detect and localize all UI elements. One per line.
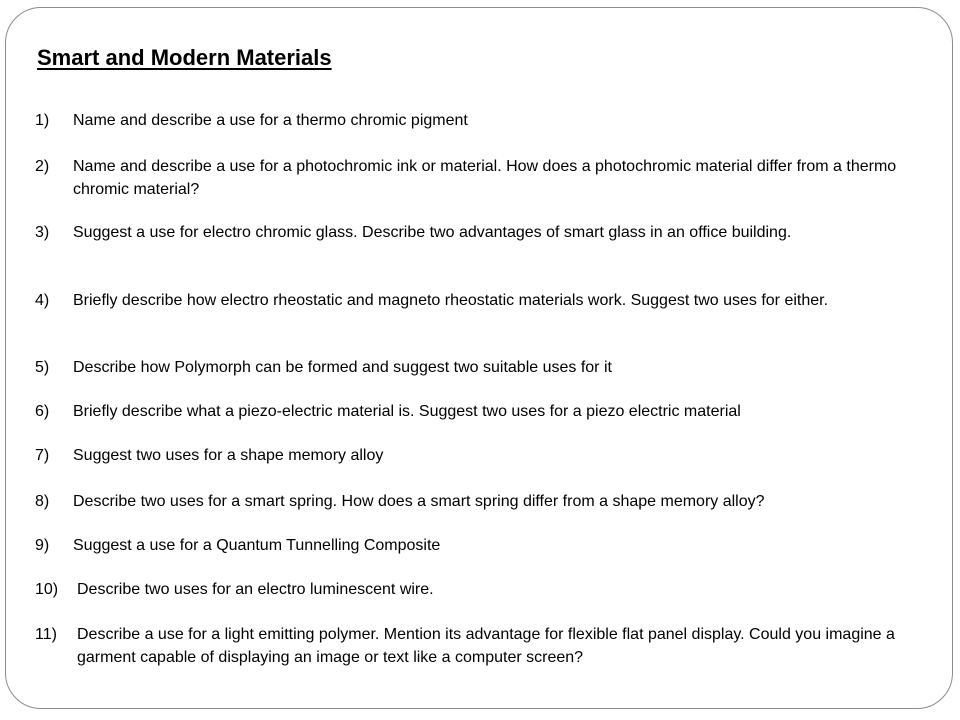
question-number: 1) [35,112,50,129]
question-9 [35,535,933,558]
question-text: Suggest a use for a Quantum Tunnelling Composite [73,537,441,554]
question-3 [35,222,933,245]
question-text: Briefly describe what a piezo-electric material is. Suggest two uses for a piezo electric material [73,403,741,420]
question-text: Briefly describe how electro rheostatic and magneto rheostatic materials work. Suggest two uses for either. [73,292,829,309]
question-text: Describe two uses for an electro luminescent wire. [77,581,434,598]
question-5 [35,357,933,380]
question-number: 7) [35,447,50,464]
question-number: 9) [35,537,50,554]
question-text: Suggest two uses for a shape memory alloy [73,447,384,464]
question-text: Suggest a use for electro chromic glass. Describe two advantages of smart glass in an office building. [73,224,792,241]
question-10 [35,579,933,602]
question-1 [35,110,933,133]
question-text: Name and describe a use for a thermo chromic pigment [73,112,468,129]
question-number: 11) [35,626,57,643]
question-number: 10) [35,581,59,598]
slide-frame [5,7,953,709]
question-11 [35,624,933,669]
question-text: Describe two uses for a smart spring. How does a smart spring differ from a shape memory alloy? [73,493,765,510]
page-title: Smart and Modern Materials [37,45,332,70]
question-text: Name and describe a use for a photochromic ink or material. How does a photochromic material differ from a thermo chromic material? [73,158,897,198]
question-number: 6) [35,403,50,420]
question-number: 5) [35,359,50,376]
question-6 [35,401,933,424]
question-8 [35,491,933,514]
question-7 [35,445,933,468]
question-text: Describe a use for a light emitting polymer. Mention its advantage for flexible flat panel display. Could you imagine a garment capable of displaying an image or text like a computer screen? [77,626,895,666]
question-number: 8) [35,493,50,510]
question-number: 2) [35,158,50,175]
question-number: 4) [35,292,50,309]
question-number: 3) [35,224,50,241]
question-text: Describe how Polymorph can be formed and suggest two suitable uses for it [73,359,612,376]
question-4 [35,290,933,313]
question-2 [35,156,933,201]
